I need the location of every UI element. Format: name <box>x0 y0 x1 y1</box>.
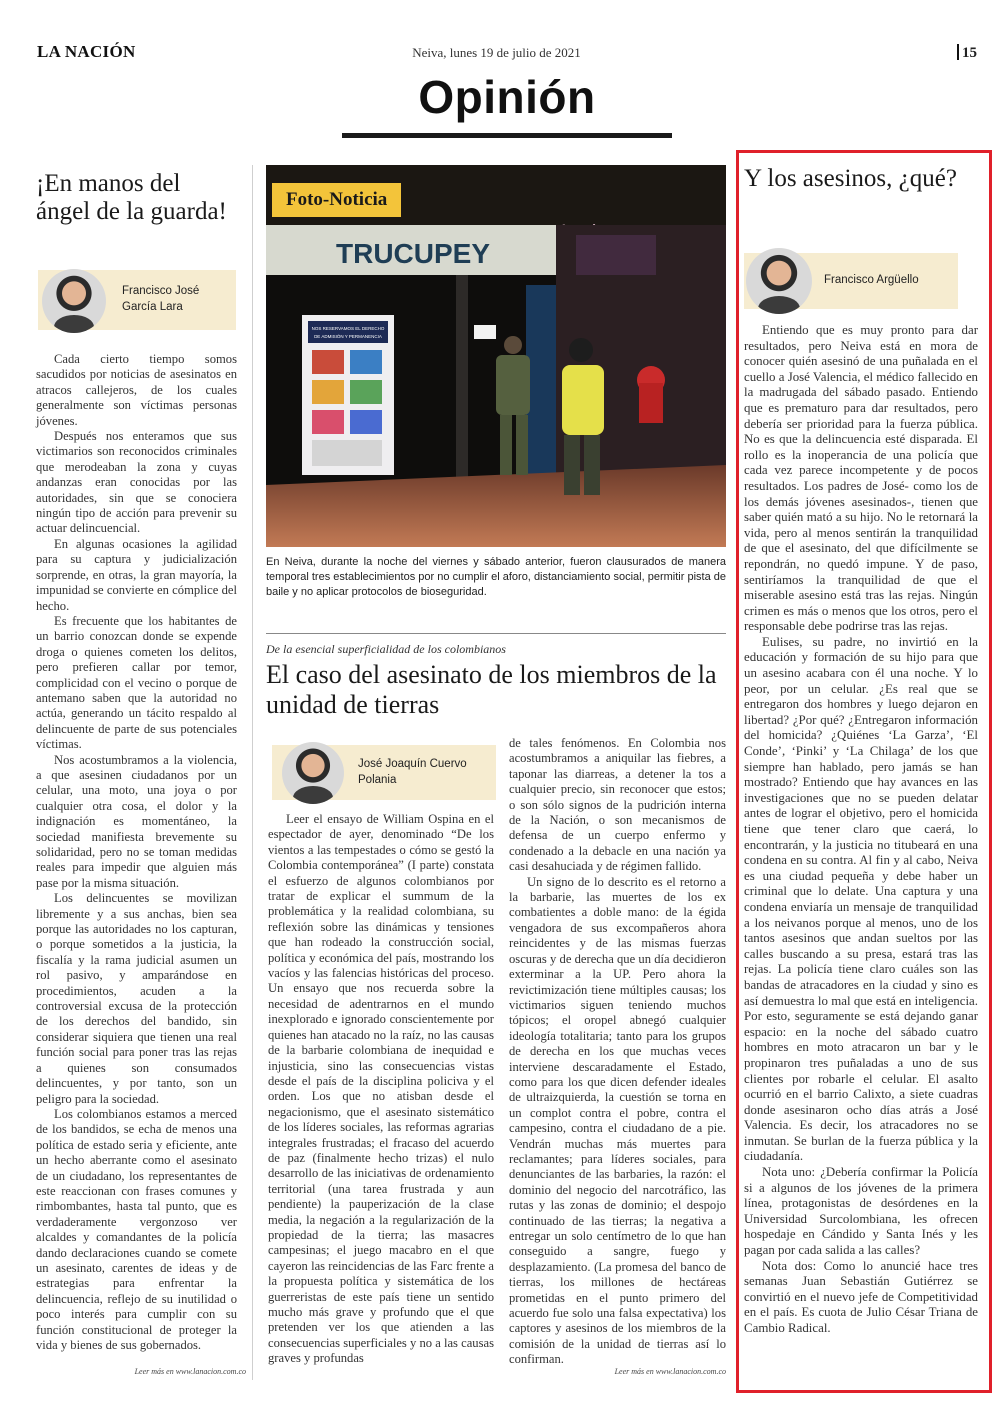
newspaper-logo: LA NACIÓN <box>37 42 136 61</box>
foto-noticia-badge: Foto-Noticia <box>272 183 401 217</box>
sign-trucupey: TRUCUPEY <box>336 238 491 269</box>
section-separator <box>266 633 726 634</box>
paragraph: Es frecuente que los habitantes de un barrio conozcan donde se expende droga o quienes cometen los delitos, pero prefieren callar por temor, complicidad con el vecino o porque de antemano saben que la autoridad no actúa, generando un tácito respaldo al delincuente de parte de sus potenciales víctimas. <box>36 613 237 752</box>
poster-line-1: NOS RESERVAMOS EL DERECHO <box>311 326 385 331</box>
paragraph: Los delincuentes se movilizan libremente y a sus anchas, bien sea porque las autoridades no los capturan, o porque sometidos a la justicia, la fiscalía y la rama judicial asumen un rol pasivo, y amparándose en procedimientos, acuden a la controversial excusa de la protección de los derechos del bandido, sin considerar siquiera que tienen una real función social para poner tras las rejas a quienes son consumados delincuentes, y por tanto, son un peligro para la sociedad. <box>36 891 237 1106</box>
author-name: Francisco Argüello <box>824 274 919 287</box>
paragraph: Los colombianos estamos a merced de los bandidos, se echa de menos una política de estado seria y eficiente, ante un hecho aberrante como el asesinato de un ciudadano, los representantes de este reaccionan con frases comunes y rimbombantes, hasta tal punto, que es verdaderamente vergonzoso ver alcaldes y comandantes de la policía dando declaraciones cuando se comete un asesinato, carentes de ideas y de estrategias para enfrentar la delincuencia, reflejo de su inutilidad o poco interés para cumplir con su función constitucional de proteger la vida y bienes de sus gobernados. <box>36 1106 237 1352</box>
author-byline <box>38 270 236 330</box>
news-photo <box>266 165 726 547</box>
photo-caption: En Neiva, durante la noche del viernes y sábado anterior, fueron clausurados de manera temporal tres establecimientos por no cumplir el aforo, distanciamiento social, permitir pista de baile y no aplicar protocolos de bioseguridad. <box>266 556 726 598</box>
article-angel-de-la-guarda <box>36 170 236 226</box>
author-name: Francisco José García Lara <box>122 285 200 313</box>
page-number: 15 <box>957 44 977 62</box>
article-kicker: De la esencial superficialidad de los colombianos <box>266 642 506 656</box>
paragraph: Nota uno: ¿Debería confirmar la Policía si a algunos de los jóvenes de la primera línea, protagonistas de desórdenes en la Universidad Surcolombiana, les ofrecen hospedaje en Cándido y Santa Inés y les pagan por cada salida a las calles? <box>744 1165 978 1258</box>
paragraph: Cada cierto tiempo somos sacudidos por noticias de asesinatos en atracos callejeros, de los cuales generalmente son víctimas personas jóvenes. <box>36 352 237 428</box>
article-body <box>744 323 978 1337</box>
article-title: El caso del asesinato de los miembros de la unidad de tierras <box>266 660 717 719</box>
article-title: Y los asesinos, ¿qué? <box>744 165 957 192</box>
paragraph: En algunas ocasiones la agilidad para su captura y judicialización sorprende, en otras, la gran mayoría, la impunidad se convierte en cómplice del hecho. <box>36 536 237 613</box>
section-title-rule <box>342 133 672 138</box>
paragraph: Después nos enteramos que sus victimarios son reconocidos criminales que merodeaban la zona y cuyas andanzas eran conocidas por las autoridades, sin que se conociera ningún tipo de acción para prevenir su actuar delincuencial. <box>36 429 237 536</box>
paragraph: Un signo de lo descrito es el retorno a la barbarie, las muertes de los ex combatientes a doble mano: de la égida vengadora de sus excompañeros ahora reincidentes y de las mismas fuerzas oscuras y de derecha que un día decidieron exterminar a la UP. Pero ahora la revictimización tiene múltiples causas; los victimarios siguen teniendo muchos tópicos; el oropel abnegó cualquier ideología totalitaria; tanto para los grupos de derecha en los que muchas veces interviene descaradamente el Estado, como para los que dicen defender ideales de ultraizquierda, la cuestión se torna en un complot contra el pobre, contra el campesino, contra el ciudadano de a pie. Vendrán muchas más muertes para reclamantes; para líderes sociales, para denunciantes de las barbaries, la razón: el dominio del negocio del narcotráfico, las rutas y las zonas de dominio; el despojo continuado de las tierras; la negativa a entregar un solo centímetro de lo que han conseguido a sangre, fuego y desplazamiento. (La promesa del banco de tierras, los millones de hectáreas prometidas en el punto primero del acuerdo fue solo una falsa expectativa) los captores y asesinos de los miembros de la comisión de la unidad de tierras así lo confirman. <box>509 874 726 1367</box>
paragraph: Entiendo que es muy pronto para dar resultados, pero Neiva está en mora de conocer quién asesinó de una puñalada en el cuello a José Valencia, el médico fallecido en la madrugada del sábado pasado. Entiendo que es prematuro para dar resultados, pero debería ser prioridad para la fuerza pública. No es que la delincuencia esté disparada. El rollo es la inoperancia de una policía que cada vez parece incompetente y de pocos resultados. Los padres de José- como los de los demás jóvenes asesinados-, tienen que saber quién mató a su hijo. No le retornará la vida, pero al menos sentirán la tranquilidad de que el asesinato, del que difícilmente se repondrán, no quedó impune. Y de paso, sentiríamos la tranquilidad de que el miserable asesino está tras las rejas. Ningún crimen es más o menos que los otros, pero el responsable debe podrirse tras las rejas. <box>744 323 978 634</box>
author-avatar <box>746 248 812 314</box>
paragraph: de tales fenómenos. En Colombia nos acostumbramos a aniquilar las fiebres, a taponar las diarreas, a detener la tos a cualquier precio, sin reconocer que estos; o son sólo signos de la pudrición interna de la Nación, o son mecanismos de defensa de un cuerpo enfermo y condenado a la debacle en una nación ya casi desahuciada y de régimen fallido. <box>509 736 726 874</box>
article-title: ¡En manos del ángel de la guarda! <box>36 170 227 225</box>
paragraph: Nos acostumbramos a la violencia, a que asesinen ciudadanos por un celular, una moto, una joya o por cualquier otra cosa, el dolor y la indignación es momentáneo, la sociedad manifiesta brevemente su solidaridad, pero no se toman medidas reales para impedir que alguien más pase por la misma situación. <box>36 752 237 890</box>
column-divider-left <box>252 165 253 1380</box>
read-more-link[interactable]: Leer más en www.lanacion.com.co <box>614 1367 726 1376</box>
paragraph: Nota dos: Como lo anuncié hace tres semanas Juan Sebastián Gutiérrez se convirtió en el nuevo jefe de Competitividad en el país. Es cuota de Julio César Triana de Cambio Radical. <box>744 1258 978 1335</box>
author-name: José Joaquín Cuervo Polania <box>358 757 467 786</box>
author-byline <box>744 253 958 309</box>
read-more-link[interactable]: Leer más en www.lanacion.com.co <box>134 1367 246 1376</box>
photo-illustration <box>266 165 726 547</box>
section-title: Opinión <box>418 71 596 123</box>
author-avatar <box>42 269 106 333</box>
article-body-left <box>268 812 494 1367</box>
issue-date: Neiva, lunes 19 de julio de 2021 <box>412 45 581 60</box>
author-byline <box>272 745 496 800</box>
author-avatar <box>282 742 344 804</box>
paragraph: Leer el ensayo de William Ospina en el espectador de ayer, denominado “De los vientos a las tempestades o cómo se gestó la Colombia contemporánea” (I parte) constata el esfuerzo de algunos colombianos por tratar de explicar el summum de la problemática y la realidad colombiana, su reflexión sobre las dinámicas y tensiones que han rodeado la construcción social, política y económica del país, mostrando los vacíos y las falencias históricas del proceso. Un ensayo que nos recuerda sobre la necesidad de adentrarnos en el mundo inexplorado e ignorado conscientemente por quienes han atacado no la raíz, no las causas de la barbarie colombiana de inequidad e injusticia, sino las consecuencias vistas desde el país de la disciplina policiva y el orden. Los que no atisban desde el negacionismo, que el asesinato sistemático de los líderes sociales, las reformas agrarias integrales frustradas; el fracaso del acuerdo de paz (finalmente hecho trizas) el nulo desarrollo de las iniciativas de ordenamiento territorial (una tarea frustrada y aun pendiente) la pauperización de la clase media, la negación a la regularización de la propiedad de la tierra; las masacres campesinas; el juego macabro en el que cayeron las reincidencias de las Farc frente a la propuesta política y sistemática de los guerreristas de este país tiene un sentido mucho más grave y profundo que el que pretenden ver los que atienden a las consecuencias superficiales y no a las causas graves y profundas <box>268 812 494 1366</box>
paragraph: Eulises, su padre, no invirtió en la educación y formación de su hijo para que un asesino acabara con él una noche. Y lo peor, por un celular. ¿Es real que se entregaron dos hombres y luego dejaron en libertad? ¿Por qué? ¿Entregaron información del homicida? ¿Quiénes ‘La Garza’, ‘El Conde’, ‘Pinki’ y ‘La Chilaga’ de los que siempre han hablado, pero jamás se han mostrado? Entiendo que hay avances en las investigaciones que no se pueden delatar antes de lograr el objetivo, pero el homicida tiene que tener claro que caerá, lo encontrarán, y la justicia no titubeará en una condena en su contra. Al fin y al cabo, Neiva es una ciudad pequeña y debe haber un criminal que lo delate. Una captura y una condena enviaría un mensaje de tranquilidad a los neivanos porque al menos, uno de los tantos asesinos que andan sueltos por las calles buscando a su presa, estará tras las rejas. La policía tiene claro cuáles son las bandas de atracadores en la ciudad y sino es así demuestra lo mal que está en inteligencia. Por esto, seguramente se está dejando ganar espacio: en la noche del sábado cuatro hombres en moto atracaron un bar y le propinaron tres puñaladas a uno de sus clientes por robarle el celular. El asalto ocurrió en el barrio Calixto, a siete cuadras donde asesinaron ocho días atrás a José Valencia. Es decir, los atracadores no se inmutan. Se burlan de la fuerza pública y la ciudadanía. <box>744 634 978 1164</box>
article-body <box>36 352 237 1353</box>
article-body-right <box>509 736 726 1368</box>
poster-line-2: DE ADMISIÓN Y PERMANENCIA <box>314 334 382 339</box>
